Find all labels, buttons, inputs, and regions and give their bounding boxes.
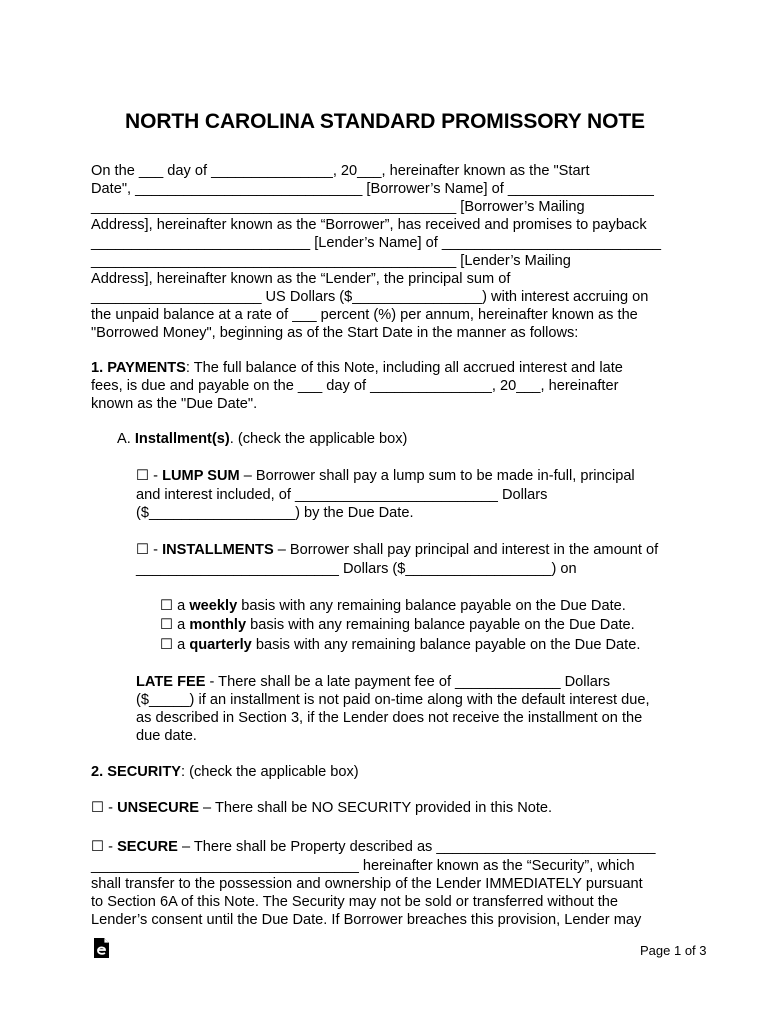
installments-prefix: A. (117, 431, 135, 447)
lump-sum-line-3: ($__________________) by the Due Date. (136, 505, 414, 521)
secure-sep: - (104, 839, 118, 855)
installments-heading: Installment(s) (134, 431, 230, 447)
secure-line-2: _________________________________ hereinafter known as the “Security”, which (91, 858, 635, 874)
lump-sum-checkbox[interactable]: ☐ (136, 468, 150, 484)
unsecure-line (91, 799, 552, 817)
monthly-checkbox[interactable]: ☐ (160, 617, 174, 633)
secure-line-1 (91, 838, 656, 856)
weekly-basis-line (160, 597, 626, 615)
installments-option-heading: INSTALLMENTS (162, 542, 274, 558)
quarterly-label: quarterly (189, 637, 252, 653)
lump-sum-heading: LUMP SUM (162, 468, 240, 484)
intro-line-2: Date", ____________________________ [Borrower’s Name] of __________________ (91, 181, 654, 197)
payments-line-3: known as the "Due Date". (91, 396, 258, 412)
intro-line-9: the unpaid balance at a rate of ___ percent (%) per annum, hereinafter known as the (91, 307, 638, 323)
monthly-label: monthly (189, 617, 247, 633)
installments-option-text: – Borrower shall pay principal and interest in the amount of (273, 542, 659, 558)
installments-option-line-1 (136, 541, 658, 559)
weekly-text: basis with any remaining balance payable on the Due Date. (237, 598, 626, 614)
weekly-pre: a (173, 598, 190, 614)
lump-sum-sep: - (149, 468, 163, 484)
intro-line-3: _____________________________________________ [Borrower’s Mailing (91, 199, 585, 215)
security-line (91, 763, 359, 781)
secure-line-5: Lender’s consent until the Due Date. If Borrower breaches this provision, Lender may (91, 912, 642, 928)
monthly-pre: a (173, 617, 190, 633)
intro-line-7: Address], hereinafter known as the “Lender”, the principal sum of (91, 271, 511, 287)
document-title: NORTH CAROLINA STANDARD PROMISSORY NOTE (125, 110, 645, 133)
security-text: : (check the applicable box) (181, 764, 359, 780)
secure-checkbox[interactable]: ☐ (91, 839, 105, 855)
secure-line-4: to Section 6A of this Note. The Security may not be sold or transferred without the (91, 894, 619, 910)
intro-line-4: Address], hereinafter known as the “Borrower”, has received and promises to payback (91, 217, 647, 233)
weekly-checkbox[interactable]: ☐ (160, 598, 174, 614)
late-fee-text: - There shall be a late payment fee of _____________ Dollars (205, 674, 611, 690)
quarterly-pre: a (173, 637, 190, 653)
payments-line-2: fees, is due and payable on the ___ day of _______________, 20___, hereinafter (91, 378, 619, 394)
installments-heading-line (117, 430, 407, 448)
lump-sum-line-2: and interest included, of _________________________ Dollars (136, 487, 548, 503)
monthly-text: basis with any remaining balance payable on the Due Date. (246, 617, 635, 633)
monthly-basis-line (160, 616, 635, 634)
intro-line-6: _____________________________________________ [Lender’s Mailing (91, 253, 571, 269)
secure-line-3: shall transfer to the possession and ownership of the Lender IMMEDIATELY pursuant (91, 876, 643, 892)
quarterly-basis-line (160, 636, 640, 654)
secure-heading: SECURE (117, 839, 178, 855)
unsecure-sep: - (104, 800, 118, 816)
late-fee-heading: LATE FEE (136, 674, 206, 690)
quarterly-checkbox[interactable]: ☐ (160, 637, 174, 653)
payments-heading: 1. PAYMENTS (91, 360, 186, 376)
lump-sum-text: – Borrower shall pay a lump sum to be made in-full, principal (239, 468, 635, 484)
weekly-label: weekly (189, 598, 238, 614)
security-heading: 2. SECURITY (91, 764, 182, 780)
installments-text: . (check the applicable box) (229, 431, 408, 447)
secure-text: – There shall be Property described as ___________________________ (177, 839, 656, 855)
lump-sum-line-1 (136, 467, 635, 485)
installments-checkbox[interactable]: ☐ (136, 542, 150, 558)
payments-line-1 (91, 359, 623, 377)
late-fee-line-1 (136, 673, 610, 691)
payments-text: : The full balance of this Note, including all accrued interest and late (185, 360, 623, 376)
installments-option-line-2: _________________________ Dollars ($__________________) on (136, 561, 577, 577)
late-fee-line-2: ($_____) if an installment is not paid on-time along with the default interest due, (136, 692, 650, 708)
intro-line-5: ___________________________ [Lender’s Name] of ___________________________ (91, 235, 661, 251)
unsecure-heading: UNSECURE (117, 800, 199, 816)
unsecure-checkbox[interactable]: ☐ (91, 800, 105, 816)
quarterly-text: basis with any remaining balance payable on the Due Date. (251, 637, 641, 653)
late-fee-line-4: due date. (136, 728, 197, 744)
intro-line-10: "Borrowed Money", beginning as of the Start Date in the manner as follows: (91, 325, 579, 341)
installments-sep: - (149, 542, 163, 558)
intro-line-1: On the ___ day of _______________, 20___, hereinafter known as the "Start (91, 163, 590, 179)
unsecure-text: – There shall be NO SECURITY provided in this Note. (198, 800, 553, 816)
intro-line-8: _____________________ US Dollars ($________________) with interest accruing on (91, 289, 649, 305)
page-number: Page 1 of 3 (640, 943, 707, 958)
eforms-logo-icon (93, 937, 110, 959)
late-fee-line-3: as described in Section 3, if the Lender does not receive the installment on the (136, 710, 643, 726)
